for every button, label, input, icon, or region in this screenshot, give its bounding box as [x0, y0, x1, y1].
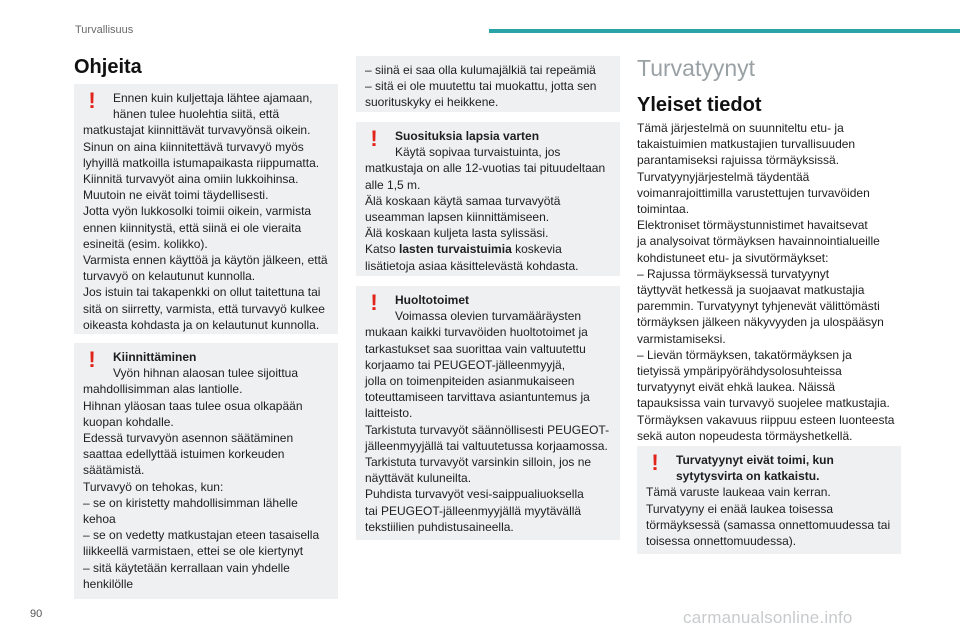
- text-line: Turvatyynyt eivät toimi, kun: [676, 453, 834, 467]
- note-box-children-last-line: lisätietoja asiaa käsittelevästä kohdasta.: [365, 258, 579, 273]
- text-line: ja analysoivat törmäyksen havainnointialueille: [637, 234, 880, 249]
- text-line: kohdistuneet etu- ja sivutörmäykset:: [637, 250, 829, 265]
- warning-exclamation-icon: !: [651, 450, 659, 475]
- text-line: Turvatyyny ei enää laukea toisessa: [646, 501, 833, 516]
- text-line: lyhyillä matkoilla istumapaikasta riippumatta.: [83, 155, 320, 170]
- note-box-kiinnittaminen-text: [83, 365, 329, 592]
- note-box-general: [74, 84, 338, 334]
- text-line: tietyissä ympäripyörähdysolosuhteissa: [637, 364, 842, 379]
- text-line: tarkastukset saa suorittaa vain valtuutettu: [365, 341, 586, 356]
- chapter-title-turvatyynyt: Turvatyynyt: [637, 55, 756, 81]
- text-line: säätämistä.: [83, 463, 145, 478]
- text-line: jälleenmyyjällä tai valtuutetussa korjaamossa.: [365, 438, 608, 453]
- warning-exclamation-icon: !: [88, 88, 96, 113]
- text-line: – se on kiristetty mahdollisimman lähelle: [83, 495, 298, 510]
- text-line: takaistuimien matkustajien turvallisuuden: [637, 137, 856, 152]
- text-line: ennen kiinnitystä, että siinä ei ole vieraita: [83, 220, 302, 235]
- warning-exclamation-icon: !: [88, 347, 96, 372]
- text-line: – siinä ei saa olla kulumajälkiä tai repeämiä: [365, 63, 596, 77]
- note-box-continuation: [356, 56, 620, 112]
- text-line: Puhdista turvavyöt vesi-saippualiuoksella: [365, 487, 584, 502]
- text-line: Varmista ennen käyttöä ja käytön jälkeen, että: [83, 253, 328, 268]
- text-line: Ennen kuin kuljettaja lähtee ajamaan,: [113, 91, 313, 105]
- text-line: jolla on toimenpiteiden asianmukaiseen: [365, 374, 575, 389]
- text-line: törmäyksessä (samassa onnettomuudessa tai: [646, 517, 891, 532]
- text-line: saattaa edellyttää istuimen korkeuden: [83, 447, 285, 462]
- note-box-title: Suosituksia lapsia varten: [395, 129, 540, 143]
- text-line: Voimassa olevien turvamääräysten: [395, 309, 582, 324]
- text-line: matkustaja on alle 12-vuotias tai pituudeltaan: [365, 161, 606, 176]
- text-line: sytytysvirta on katkaistu.: [676, 469, 820, 484]
- text-line: Tarkistuta turvavyöt varsinkin silloin, jos ne: [365, 455, 592, 470]
- text-line: – Rajussa törmäyksessä turvatyynyt: [637, 266, 830, 281]
- text-line: sitä on siirretty, varmista, että turvavyö kulkee: [83, 301, 325, 316]
- note-box-airbag-ignition: [637, 446, 901, 554]
- airbag-general-text: [637, 120, 909, 444]
- section-title-ohjeita: Ohjeita: [74, 56, 142, 78]
- warning-exclamation-icon: !: [370, 126, 378, 151]
- text-line: laitteisto.: [365, 406, 413, 421]
- text-line: liikkeellä varmistaen, ettei se ole kiertynyt: [83, 544, 304, 559]
- text-line: toteuttamiseen tarvittava asiantuntemus ja: [365, 390, 590, 405]
- note-box-children-text: [365, 144, 611, 241]
- text-line: matkustajat kiinnittävät turvavyönsä oikein.: [83, 123, 311, 138]
- text-line: turvatyynyt eivät ehkä laukea. Näissä: [637, 380, 836, 395]
- text-line: – sitä ei ole muutettu tai muokattu, jotta sen: [365, 79, 597, 94]
- note-box-maintenance: [356, 286, 620, 540]
- text-line: Tämä järjestelmä on suunniteltu etu- ja: [637, 121, 844, 135]
- text-line: turvavyö on kelautunut kunnolla.: [83, 269, 256, 284]
- running-header: Turvallisuus: [75, 24, 134, 36]
- text-line: korjaamo tai PEUGEOT-jälleenmyyjä,: [365, 357, 566, 372]
- text-line: Käytä sopivaa turvaistuinta, jos: [395, 145, 561, 160]
- text-line: Edessä turvavyön asennon säätäminen: [83, 431, 294, 446]
- text-line: – sitä käytetään kerrallaan vain yhdelle: [83, 560, 290, 575]
- warning-exclamation-icon: !: [370, 290, 378, 315]
- note-box-children-reference: Katso lasten turvaistuimia koskevia: [365, 242, 562, 257]
- note-box-children: [356, 122, 620, 276]
- text-line: oikeasta kohdasta ja on kelautunut kunnolla.: [83, 317, 320, 332]
- note-box-general-text: [83, 90, 329, 333]
- note-box-title: Kiinnittäminen: [113, 350, 197, 364]
- note-box-continuation-text: [365, 62, 611, 111]
- text-line: Sinun on aina kiinnitettävä turvavyö myös: [83, 139, 304, 154]
- note-box-title: [646, 452, 892, 484]
- text-line: mahdollisimman alas lantiolle.: [83, 382, 243, 397]
- text-line: tekstiilien puhdistusaineella.: [365, 519, 514, 534]
- note-box-kiinnittaminen: [74, 343, 338, 599]
- text-line: alle 1,5 m.: [365, 177, 421, 192]
- section-title-yleiset-tiedot: Yleiset tiedot: [637, 94, 762, 116]
- text-line: Turvavyö on tehokas, kun:: [83, 479, 224, 494]
- text-line: paremmin. Turvatyynyt tyhjenevät välittömästi: [637, 299, 880, 314]
- header-accent-bar: [489, 29, 960, 33]
- note-box-airbag-ignition-text: [646, 484, 892, 549]
- note-box-maintenance-text: [365, 308, 611, 535]
- text-line: tapauksissa vain turvavyö suojelee matkustajia.: [637, 396, 890, 411]
- text-line: näyttävät kuluneilta.: [365, 471, 472, 486]
- text-line: henkilölle: [83, 576, 134, 591]
- text-line: täyttyvät hetkessä ja suojaavat matkustajia: [637, 283, 865, 298]
- text-line: toisessa onnettomuudessa).: [646, 534, 797, 549]
- text-line: esineitä (esim. kolikko).: [83, 236, 208, 251]
- text-line: Tarkistuta turvavyöt säännöllisesti PEUGEOT-: [365, 422, 610, 437]
- text-line: mukaan kaikki turvavöiden huoltotoimet ja: [365, 325, 588, 340]
- text-line: Törmäyksen vakavuus riippuu esteen luonteesta: [637, 412, 895, 427]
- text-line: voimanrajoittimilla varustettujen turvavöiden: [637, 185, 870, 200]
- text-line: varmistamiseksi.: [637, 331, 726, 346]
- watermark: carmanualsonline.info: [683, 608, 853, 627]
- text-line: suorituskyky ei heikkene.: [365, 95, 499, 110]
- text-line: Kiinnitä turvavyöt aina omiin lukkoihinsa.: [83, 172, 299, 187]
- text-line: parantamiseksi rajuissa törmäyksissä.: [637, 153, 840, 168]
- cross-reference-link: lasten turvaistuimia: [399, 242, 512, 257]
- text-line: toimintaa.: [637, 202, 690, 217]
- text-line: hänen tulee huolehtia siitä, että: [113, 107, 280, 122]
- text-line: Älä koskaan kuljeta lasta sylissäsi.: [365, 226, 549, 241]
- text-line: Hihnan yläosan taas tulee osua olkapään: [83, 398, 303, 413]
- text-line: Jos istuin tai takapenkki on ollut taitettuna tai: [83, 285, 321, 300]
- text-line: – se on vedetty matkustajan eteen tasaisella: [83, 528, 320, 543]
- text-line: tai PEUGEOT-jälleenmyyjällä myytävällä: [365, 503, 582, 518]
- text-line: Muutoin ne eivät toimi täydellisesti.: [83, 188, 269, 203]
- text-line: Turvatyynyjärjestelmä täydentää: [637, 169, 810, 184]
- text-line: Älä koskaan käytä samaa turvavyötä: [365, 193, 561, 208]
- text-line: – Lievän törmäyksen, takatörmäyksen ja: [637, 347, 852, 362]
- text-line: kuopan kohdalle.: [83, 414, 174, 429]
- page-number: 90: [30, 608, 43, 620]
- text-line: Elektroniset törmäystunnistimet havaitsevat: [637, 218, 868, 233]
- text-line: törmäyksen jälkeen näkyvyyden ja ulospääsyn: [637, 315, 884, 330]
- text-line: kehoa: [83, 512, 116, 527]
- text-line: Vyön hihnan alaosan tulee sijoittua: [113, 366, 299, 381]
- note-box-title: Huoltotoimet: [395, 293, 469, 307]
- text-line: Jotta vyön lukkosolki toimii oikein, varmista: [83, 204, 312, 219]
- text-line: Tämä varuste laukeaa vain kerran.: [646, 485, 831, 500]
- text-line: useamman lapsen kiinnittämiseen.: [365, 210, 550, 225]
- text-line: sekä auton nopeudesta törmäyshetkellä.: [637, 428, 853, 443]
